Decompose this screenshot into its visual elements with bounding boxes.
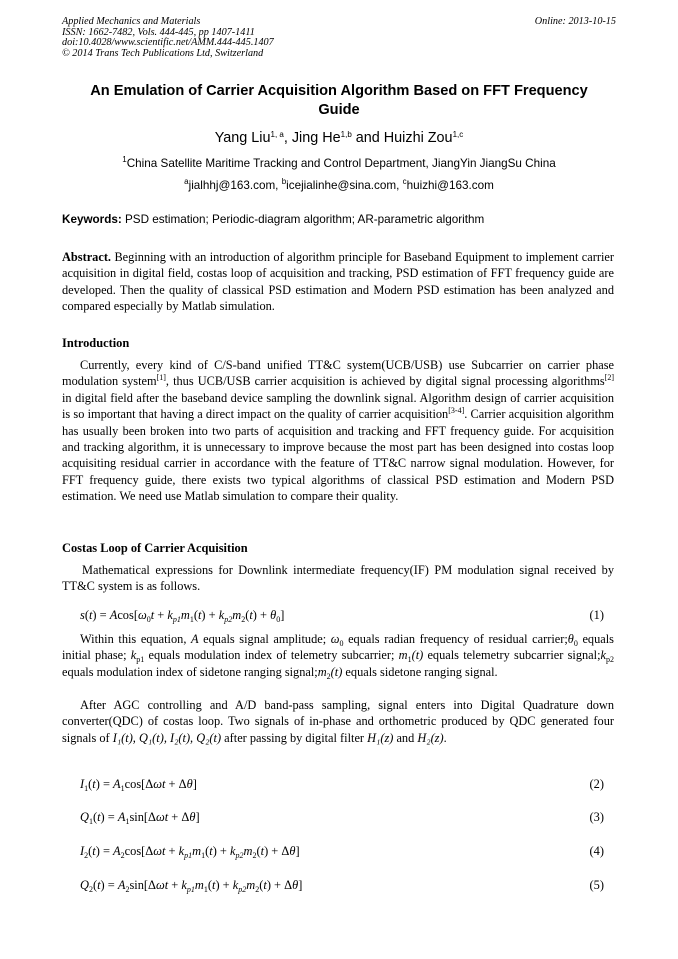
costas-intro-paragraph: Mathematical expressions for Downlink intermediate frequency(IF) PM modulation signal received by TT&C system is as follows. — [62, 563, 614, 594]
journal-header — [62, 17, 274, 59]
equation-4: $I_2(t) = A_2\cos[\Delta\omega t + k_{p1}m_1(t) + k_{p2}m_2(t) + \Delta\theta]$ — [80, 844, 300, 860]
doi-line: doi:10.4028/www.scientific.net/AMM.444-445.1407 — [62, 37, 274, 49]
equation-3: $Q_1(t) = A_1\sin[\Delta\omega t + \Delta\theta]$ — [80, 810, 200, 826]
citation[interactable]: [2] — [604, 373, 614, 383]
section-heading-costas-loop: Costas Loop of Carrier Acquisition — [62, 541, 248, 555]
section-heading-introduction: Introduction — [62, 336, 130, 350]
citation[interactable]: [3-4] — [448, 406, 465, 416]
author-name: Huizhi Zou — [383, 130, 453, 146]
abstract: Abstract. Beginning with an introduction of algorithm principle for Baseband Equipment to implement carrier acquisition in digital field, costas loop of acquisition and tracking, PSD estimation of FFT frequency guide are developed. Then the quality of classical PSD estimation and Modern PSD estimation has been analyzed and compared especially by Matlab simulation. — [62, 250, 614, 314]
copyright-line: © 2014 Trans Tech Publications Ltd, Switzerland — [62, 47, 264, 59]
introduction-paragraph: Currently, every kind of C/S-band unified TT&C system(UCB/USB) use Subcarrier on carrier phase modulation system[1], thus UCB/USB carrier acquisition is achieved by digital signal processing algorithms[2] in digital field after the baseband device sampling the downlink signal. Algorithm design of carrier acquisition is so important that having a direct impact on the quality of carrier acquisition[3-4]. Carrier acquisition algorithm has usually been broken into two parts of acquisition and tracking and FFT frequency guide. For acquisition and tracking algorithm, it is unnecessary to improve because the most part has been designed into costas loop acquisiting residual carrier in accordance with the feature of TT&C narrow signal modulation. However, for FFT frequency guide, there exists two typical algorithms of classical PSD estimation and Modern PSD estimation. We need use Matlab simulation to compare their quality. — [62, 358, 614, 504]
abstract-label: Abstract. — [62, 250, 112, 264]
keywords: Keywords: PSD estimation; Periodic-diagram algorithm; AR-parametric algorithm — [62, 213, 485, 226]
equation-2: $I_1(t) = A_1\cos[\Delta\omega t + \Delta\theta]$ — [80, 777, 197, 793]
issn-line: ISSN: 1662-7482, Vols. 444-445, pp 1407-1411 — [62, 26, 255, 38]
email-link[interactable]: jialhhj@163.com, — [188, 179, 282, 192]
affiliation: $^1$China Satellite Maritime Tracking and Control Department, JiangYin JiangSu China — [122, 155, 556, 170]
email-link[interactable]: huizhi@163.com — [406, 179, 494, 192]
author-name: Yang Liu — [214, 130, 271, 146]
author-affil-sup: 1,c — [452, 130, 464, 139]
online-date: Online: 2013-10-15 — [534, 16, 616, 27]
equation-number: (1) — [589, 608, 604, 622]
author-list: Yang Liu$^{1, a}$, Jing He$^{1,b}$ and Huizhi Zou$^{1,c}$ — [214, 130, 464, 146]
journal-name: Applied Mechanics and Materials — [62, 16, 201, 27]
equation-1: $s(t) = Acos[\omega_0t + k_{p1}m_1(t) + k_{p2}m_2(t) + \theta_0]$ — [80, 608, 285, 624]
equation-variables-paragraph: Within this equation, A equals signal amplitude; $\omega_0$ equals radian frequency of residual $carrier;\theta_0$ equals initial phase; $k_{p1}$ equals modulation index of telemetry subcarrier; $m_1(t)$ equals telemetry subcarrier $signal;k_{p2}$ equals modulation index of sidetone ranging $signal;m_2(t)$ equals sidetone ranging signal. — [62, 632, 614, 681]
equation-number: (5) — [589, 878, 604, 892]
title-line-2: Guide — [318, 102, 360, 118]
equation-5: $Q_2(t) = A_2\sin[\Delta\omega t + k_{p1}m_1(t) + k_{p2}m_2(t) + \Delta\theta]$ — [80, 878, 303, 894]
email-link[interactable]: icejialinhe@sina.com, — [286, 179, 403, 192]
title-line-1: An Emulation of Carrier Acquisition Algorithm Based on FFT Frequency — [90, 83, 588, 99]
author-affil-sup: 1, a — [270, 130, 284, 139]
author-affil-sup: 1,b — [340, 130, 352, 139]
equation-number: (3) — [589, 810, 604, 824]
agc-paragraph: After AGC controlling and A/D band-pass sampling, signal enters into Digital Quadrature down converter(QDC) of costas loop. Two signals of in-phase and orthometric produced by QDC generated four signals of I₁(t), Q₁(t), I₂(t), Q₂(t) after passing by digital filter H₁(z) and H₂(z). — [62, 698, 614, 745]
paper-title — [50, 82, 628, 120]
author-name: Jing He — [291, 130, 341, 146]
equation-number: (2) — [589, 777, 604, 791]
equation-number: (4) — [589, 844, 604, 858]
citation[interactable]: [1] — [156, 373, 166, 383]
author-emails: $^a$jialhhj@163.com, $^b$icejialinhe@sina.com, $^c$huizhi@163.com — [184, 177, 494, 192]
keywords-label: Keywords: — [62, 213, 122, 226]
